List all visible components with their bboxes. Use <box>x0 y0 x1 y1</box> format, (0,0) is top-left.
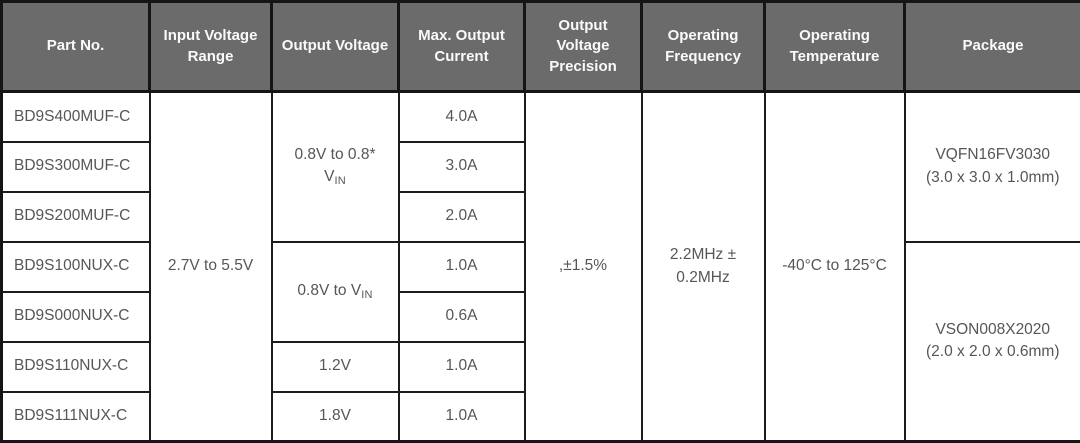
operating-temperature-cell: -40°C to 125°C <box>765 92 905 442</box>
package-dims: (3.0 x 3.0 x 1.0mm) <box>912 167 1075 189</box>
col-header-operating-temperature: Operating Temperature <box>765 2 905 92</box>
max-output-current-cell: 0.6A <box>399 292 525 342</box>
output-voltage-cell <box>272 92 399 242</box>
col-header-part-no: Part No. <box>2 2 150 92</box>
part-number-cell: BD9S111NUX-C <box>2 392 150 442</box>
package-name: VSON008X2020 <box>912 319 1075 341</box>
frequency-line2: 0.2MHz <box>649 267 758 289</box>
output-voltage-cell: 1.8V <box>272 392 399 442</box>
output-voltage-text: 0.8V to <box>297 282 350 299</box>
output-voltage-line1: 0.8V to 0.8* <box>279 144 392 166</box>
max-output-current-cell: 1.0A <box>399 342 525 392</box>
input-voltage-range-cell: 2.7V to 5.5V <box>150 92 272 442</box>
max-output-current-cell: 3.0A <box>399 142 525 192</box>
max-output-current-cell: 4.0A <box>399 92 525 142</box>
part-number-cell: BD9S400MUF-C <box>2 92 150 142</box>
col-header-output-voltage-precision: Output Voltage Precision <box>525 2 642 92</box>
output-voltage-cell: 1.2V <box>272 342 399 392</box>
col-header-input-voltage-range: Input Voltage Range <box>150 2 272 92</box>
package-name: VQFN16FV3030 <box>912 144 1075 166</box>
operating-frequency-cell <box>642 92 765 442</box>
output-voltage-precision-cell: ,±1.5% <box>525 92 642 442</box>
col-header-package: Package <box>905 2 1080 92</box>
part-number-cell: BD9S300MUF-C <box>2 142 150 192</box>
col-header-output-voltage: Output Voltage <box>272 2 399 92</box>
max-output-current-cell: 2.0A <box>399 192 525 242</box>
col-header-operating-frequency: Operating Frequency <box>642 2 765 92</box>
output-voltage-line2: $V_{IN}$ <box>279 166 392 190</box>
table-row <box>2 92 1080 142</box>
table-header-row <box>2 2 1080 92</box>
package-dims: (2.0 x 2.0 x 0.6mm) <box>912 341 1075 363</box>
vin-subscript: IN <box>334 175 345 187</box>
part-number-cell: BD9S200MUF-C <box>2 192 150 242</box>
package-cell <box>905 92 1080 242</box>
part-number-cell: BD9S110NUX-C <box>2 342 150 392</box>
package-cell <box>905 242 1080 442</box>
part-number-cell: BD9S100NUX-C <box>2 242 150 292</box>
max-output-current-cell: 1.0A <box>399 392 525 442</box>
vin-subscript: IN <box>361 289 372 301</box>
frequency-line1: 2.2MHz ± <box>649 244 758 266</box>
part-number-cell: BD9S000NUX-C <box>2 292 150 342</box>
max-output-current-cell: 1.0A <box>399 242 525 292</box>
output-voltage-cell: 0.8V to $V_{IN}$ <box>272 242 399 342</box>
col-header-max-output-current: Max. Output Current <box>399 2 525 92</box>
